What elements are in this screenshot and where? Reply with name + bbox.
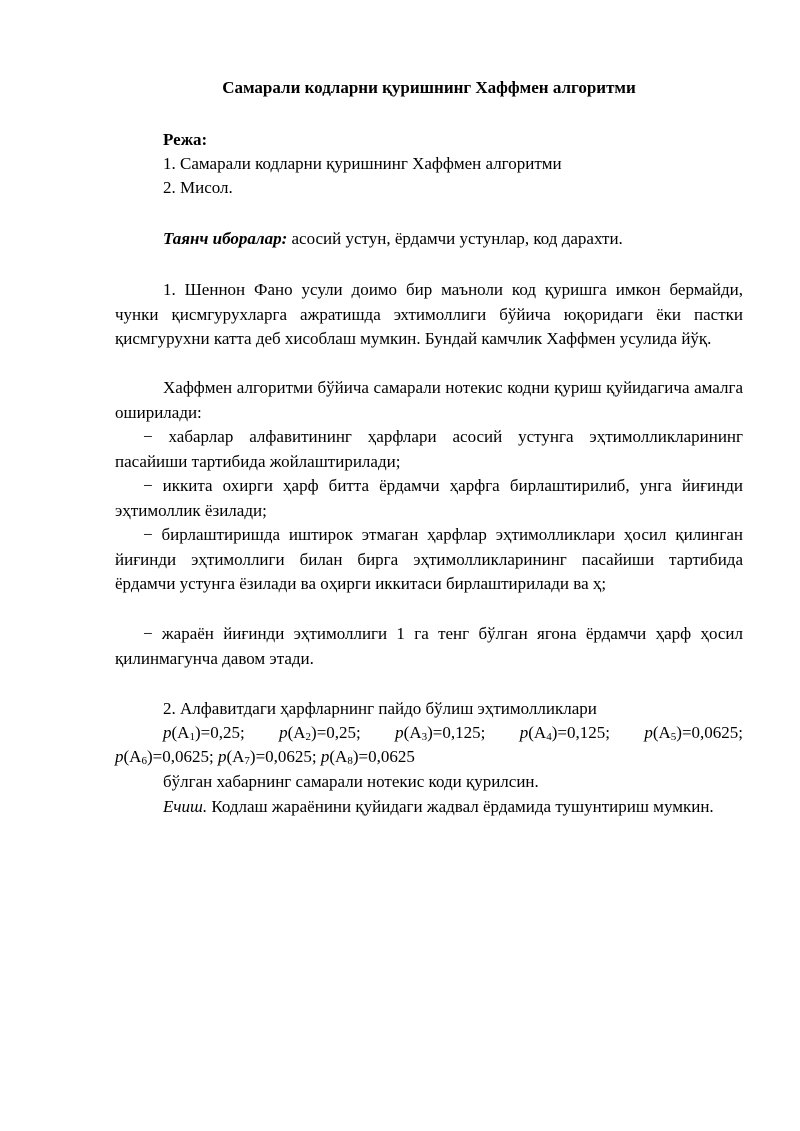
prob-4: $p(A_4)=0,125$; [519,723,610,743]
solution-text: Кодлаш жараёнини қуйидаги жадвал ёрдамида тушунтириш мумкин. [207,797,714,816]
bullet-item-4: − жараён йиғинди эҳтимоллиги 1 га тенг бўлган ягона ёрдамчи ҳарф ҳосил қилинмагунча давом этади. [115,624,743,668]
keywords-line [163,227,623,252]
keywords-text: асосий устун, ёрдамчи устунлар, код дарахти. [287,229,623,248]
prob-2: $p(A_2)=0,25$; [279,723,361,743]
bullet-item-3: − бирлаштиришда иштирок этмаган ҳарфлар эҳтимолликлари ҳосил қилинган йиғинди эҳтимоллиги билан бирга эҳтимолликларининг пасайиши тартибида ёрдамчи устунга ёзилади ва оҳирги иккитаси бирлаштирилади ва ҳ; [115,525,743,593]
plan-heading: Режа: [163,130,208,149]
prob-5: $p(A_5)=0,0625$; [644,723,743,743]
page-title: Самарали кодларни қуришнинг Хаффмен алгоритми [222,78,636,97]
prob-7: $p(A_7)=0,0625$; [217,747,317,767]
prob-8: $p(A_8)=0,0625$ [320,747,415,767]
solution-label: Ечиш. [163,797,208,816]
section1-paragraph-1: 1. Шеннон Фано усули доимо бир маъноли код қуришга имкон бермайди, чунки қисмгурухларга ажратишда эхтимоллиги бўйича юқоридаги ёки пастки қисмгурухни катта деб хисоблаш мумкин. Бундай камчлик Хаффмен усулида йўқ. [115,280,743,348]
section1-paragraph-2: Хаффмен алгоритми бўйича самарали нотекис кодни қуриш қуйидагича амалга оширилади: [115,378,743,422]
prob-3: $p(A_3)=0,125$; [395,723,486,743]
bullet-item-2: − иккита охирги ҳарф битта ёрдамчи ҳарфга бирлаштирилиб, унга йиғинди эҳтимоллик ёзилади; [115,476,743,520]
bullet-item-1: − хабарлар алфавитининг ҳарфлари асосий устунга эҳтимолликларининг пасайиши тартибида жойлаштирилади; [115,427,743,471]
plan-item-1: 1. Самарали кодларни қуришнинг Хаффмен алгоритми [163,154,562,173]
prob-6: $p(A_6)=0,0625$; [115,747,214,767]
prob-1: $p(A_1)=0,25$; [163,723,245,743]
keywords-label: Таянч иборалар: [163,229,288,248]
probabilities-line [115,721,743,746]
plan-item-2: 2. Мисол. [163,178,233,197]
section2-heading: 2. Алфавитдаги ҳарфларнинг пайдо бўлиш эҳтимолликлари [163,699,597,718]
probabilities-line-2 [115,745,415,770]
problem-statement: бўлган хабарнинг самарали нотекис коди қурилсин. [163,772,539,791]
solution-paragraph [115,795,743,820]
